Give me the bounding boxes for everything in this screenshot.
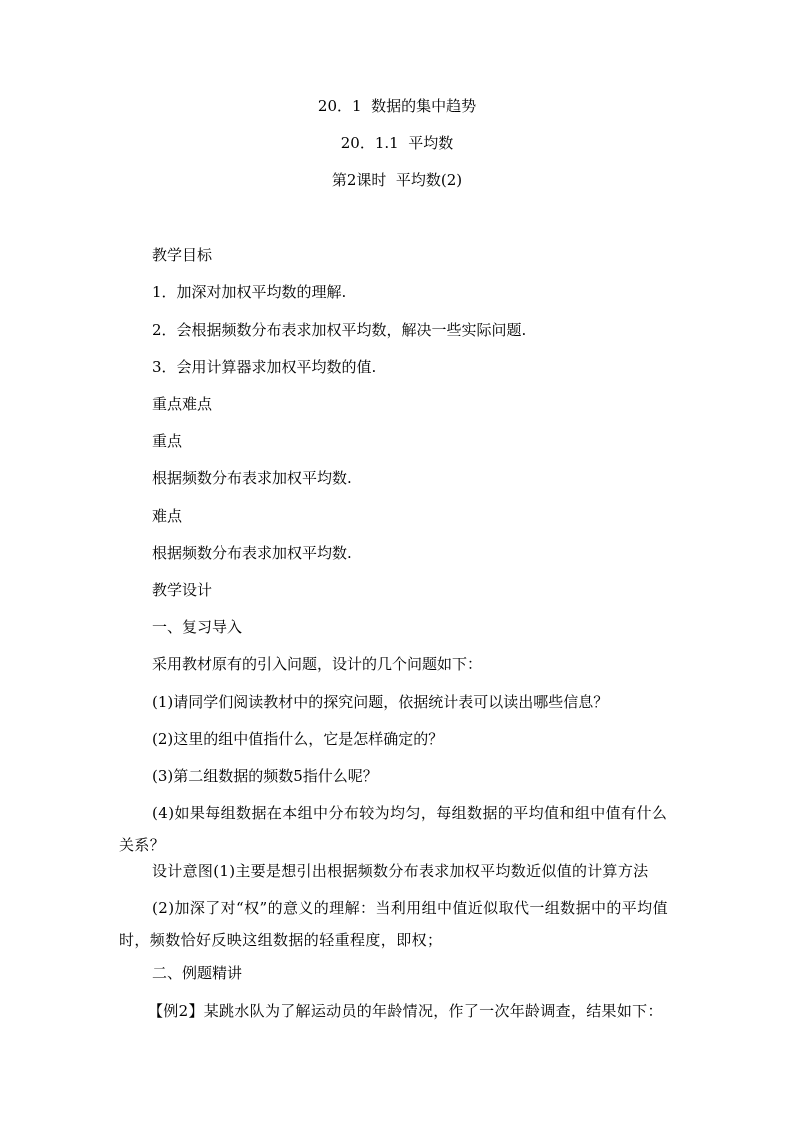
intro-paragraph: 采用教材原有的引入问题，设计的几个问题如下：	[152, 655, 483, 673]
objective-item: 1．加深对加权平均数的理解.	[152, 283, 347, 301]
question-item: (3)第二组数据的频数5指什么呢？	[152, 767, 378, 785]
section-title: 20．1 数据的集中趋势	[317, 97, 477, 115]
design-intent-1: 设计意图(1)主要是想引出根据频数分布表求加权平均数近似值的计算方法	[152, 862, 649, 880]
question-item: (4)如果每组数据在本组中分布较为均匀，每组数据的平均值和组中值有什么关系？	[119, 804, 668, 854]
objective-item: 2．会根据频数分布表求加权平均数，解决一些实际问题.	[152, 321, 527, 339]
difficulty-label: 难点	[152, 507, 183, 525]
example-paragraph: 【例2】某跳水队为了解运动员的年龄情况，作了一次年龄调查，结果如下：	[148, 1002, 663, 1020]
difficulty-text: 根据频数分布表求加权平均数.	[152, 544, 352, 562]
lesson-title: 第2课时 平均数(2)	[331, 171, 463, 189]
question-item: (2)这里的组中值指什么，它是怎样确定的？	[152, 730, 444, 748]
question-item: (1)请同学们阅读教材中的探究问题，依据统计表可以读出哪些信息？	[152, 693, 609, 711]
key-points-heading: 重点难点	[152, 395, 213, 413]
design-intent-2: (2)加深了对“权”的意义的理解：当利用组中值近似取代一组数据中的平均值时，频数恰好反映这组数据的轻重程度，即权；	[119, 899, 668, 949]
objective-item: 3．会用计算器求加权平均数的值.	[152, 358, 377, 376]
focus-label: 重点	[152, 432, 183, 450]
section1-title: 一、复习导入	[152, 618, 243, 636]
design-heading: 教学设计	[152, 581, 213, 599]
focus-text: 根据频数分布表求加权平均数.	[152, 469, 352, 487]
subsection-title: 20．1.1 平均数	[340, 134, 454, 152]
objectives-heading: 教学目标	[152, 246, 213, 264]
section2-title: 二、例题精讲	[152, 964, 243, 982]
